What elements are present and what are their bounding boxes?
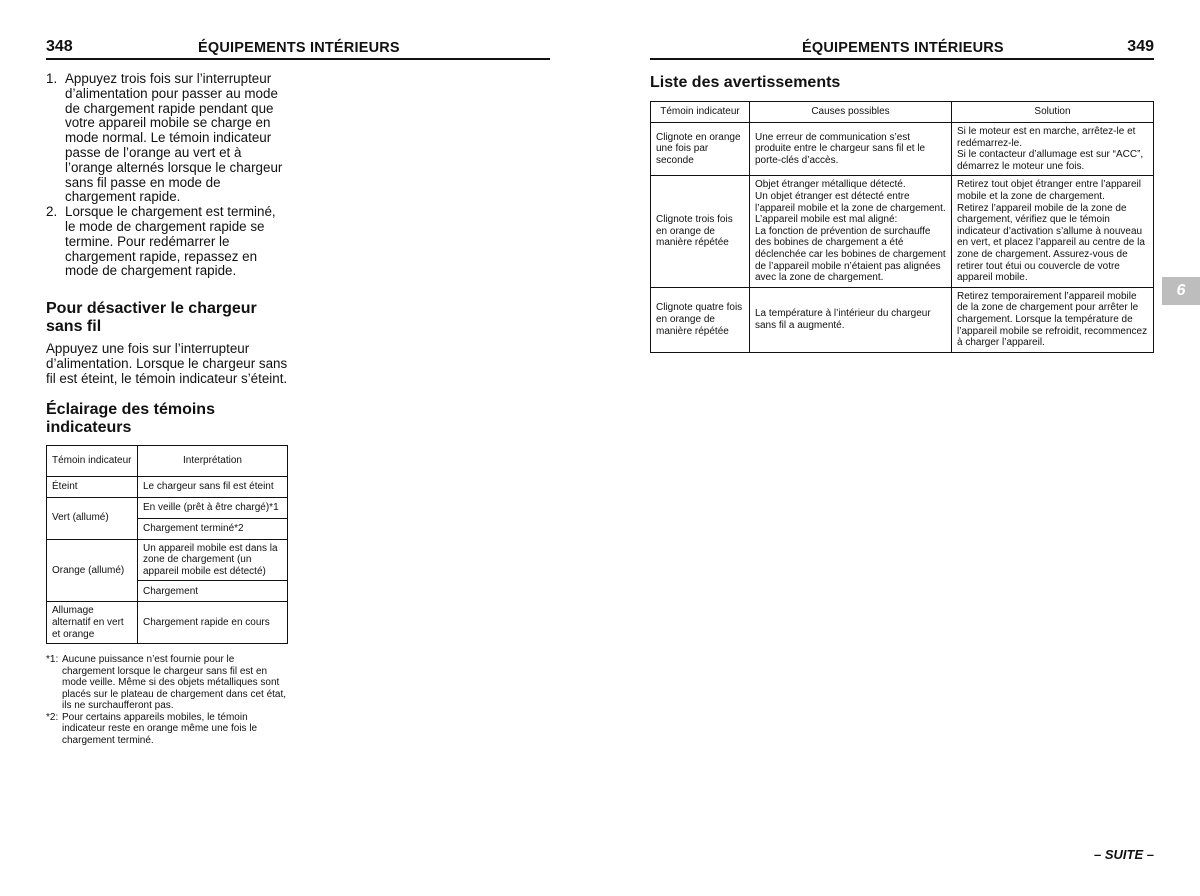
left-column: [46, 72, 288, 746]
table-cell: Retirez temporairement l’appareil mobile de la zone de chargement pour arrêter le chargement. Lorsque la température de l’appareil mobile se refroidit, recommencez à charger l’appareil.: [952, 287, 1154, 352]
table-row: [651, 176, 1154, 287]
page-header-left: [46, 38, 550, 60]
table-cell: Chargement rapide en cours: [138, 602, 288, 644]
table-cell: Clignote trois fois en orange de manière répétée: [651, 176, 750, 287]
table-cell: Une erreur de communication s’est produite entre le chargeur sans fil et le porte-clés d’accès.: [750, 123, 952, 176]
table-row: [47, 539, 288, 581]
table-row: [651, 123, 1154, 176]
table-cell: En veille (prêt à être chargé)*1: [138, 497, 288, 518]
table-cell: La température à l’intérieur du chargeur sans fil a augmenté.: [750, 287, 952, 352]
table-row: [651, 102, 1154, 123]
footnotes: [46, 654, 288, 746]
table-header-cell: Causes possibles: [750, 102, 952, 123]
table-row: [47, 602, 288, 644]
table-row: [47, 445, 288, 476]
table-row: [47, 497, 288, 518]
table-cell: Chargement: [138, 581, 288, 602]
table-cell: Le chargeur sans fil est éteint: [138, 476, 288, 497]
footnote: *1: Aucune puissance n’est fournie pour le chargement lorsque le chargeur sans fil est en mode veille. Même si des objets métalliques sont placés sur le plateau de chargement dans cet état, ils ne surchaufferont pas.: [46, 654, 287, 712]
chapter-title-left: ÉQUIPEMENTS INTÉRIEURS: [198, 40, 400, 56]
table-cell: Retirez tout objet étranger entre l’appareil mobile et la zone de chargement. Retirez l’appareil mobile de la zone de chargement, vérifiez que le témoin indicateur d’activation s’allume à nouveau en vert, et placez l’appareil au centre de la zone de chargement. Assurez-vous de retirer tout étui ou couvercle de votre appareil mobile.: [952, 176, 1154, 287]
lighting-heading: Éclairage des témoins indicateurs: [46, 400, 215, 436]
table-header-cell: Interprétation: [138, 445, 288, 476]
page-number-right: 349: [1127, 38, 1154, 55]
list-item: 2. Lorsque le chargement est terminé, le mode de chargement rapide se termine. Pour redémarrer le chargement rapide, repassez en mode de chargement rapide.: [46, 204, 276, 279]
table-cell: Éteint: [47, 476, 138, 497]
step-text: Appuyez trois fois sur l’interrupteur d’alimentation pour passer au mode de chargement rapide pendant que votre appareil mobile se charge en mode normal. Le témoin indicateur passe de l’orange au vert et à l’orange alternés lorsque le chargeur sans fil passe en mode de chargement rapide.: [65, 71, 283, 205]
table-cell: Vert (allumé): [47, 497, 138, 539]
footnote: *2: Pour certains appareils mobiles, le témoin indicateur reste en orange même une fois le chargement terminé.: [46, 711, 258, 746]
table-cell: Orange (allumé): [47, 539, 138, 602]
list-item: 1. Appuyez trois fois sur l’interrupteur d’alimentation pour passer au mode de chargement rapide pendant que votre appareil mobile se charge en mode normal. Le témoin indicateur passe de l’orange au vert et à l’orange alternés lorsque le chargeur sans fil passe en mode de chargement rapide.: [46, 71, 283, 205]
deactivate-body: Appuyez une fois sur l’interrupteur d’alimentation. Lorsque le chargeur sans fil est éteint, le témoin indicateur s’éteint.: [46, 341, 288, 386]
chapter-title-right: ÉQUIPEMENTS INTÉRIEURS: [802, 40, 1004, 56]
warnings-heading: Liste des avertissements: [650, 74, 841, 91]
table-cell: Un appareil mobile est dans la zone de chargement (un appareil mobile est détecté): [138, 539, 288, 581]
page-number-left: 348: [46, 38, 73, 55]
continue-label: – SUITE –: [1094, 847, 1154, 862]
table-row: [651, 287, 1154, 352]
table-header-cell: Témoin indicateur: [651, 102, 750, 123]
step-text: Lorsque le chargement est terminé, le mode de chargement rapide se termine. Pour redémarrer le chargement rapide, repassez en mode de chargement rapide.: [65, 204, 276, 279]
table-cell: Objet étranger métallique détecté. Un objet étranger est détecté entre l’appareil mobile et la zone de chargement. L’appareil mobile est mal aligné: La fonction de prévention de surchauffe des bobines de chargement a été déclenchée car les bobines de chargement de l’appareil mobile n’étaient pas alignées avec la zone de chargement.: [750, 176, 952, 287]
table-cell: Si le moteur est en marche, arrêtez-le et redémarrez-le. Si le contacteur d’allumage est sur “ACC”, démarrez le moteur une fois.: [952, 123, 1154, 176]
table-cell: Allumage alternatif en vert et orange: [47, 602, 138, 644]
table-row: [47, 476, 288, 497]
table-cell: Clignote en orange une fois par seconde: [651, 123, 750, 176]
steps-list: [46, 72, 288, 279]
table-header-cell: Solution: [952, 102, 1154, 123]
lighting-table: [46, 445, 288, 645]
table-header-cell: Témoin indicateur: [47, 445, 138, 476]
deactivate-heading: Pour désactiver le chargeur sans fil: [46, 300, 257, 336]
page-header-right: [650, 38, 1154, 60]
chapter-tab: 6: [1162, 277, 1200, 305]
table-cell: Chargement terminé*2: [138, 518, 288, 539]
warnings-table: [650, 101, 1154, 353]
table-cell: Clignote quatre fois en orange de manière répétée: [651, 287, 750, 352]
